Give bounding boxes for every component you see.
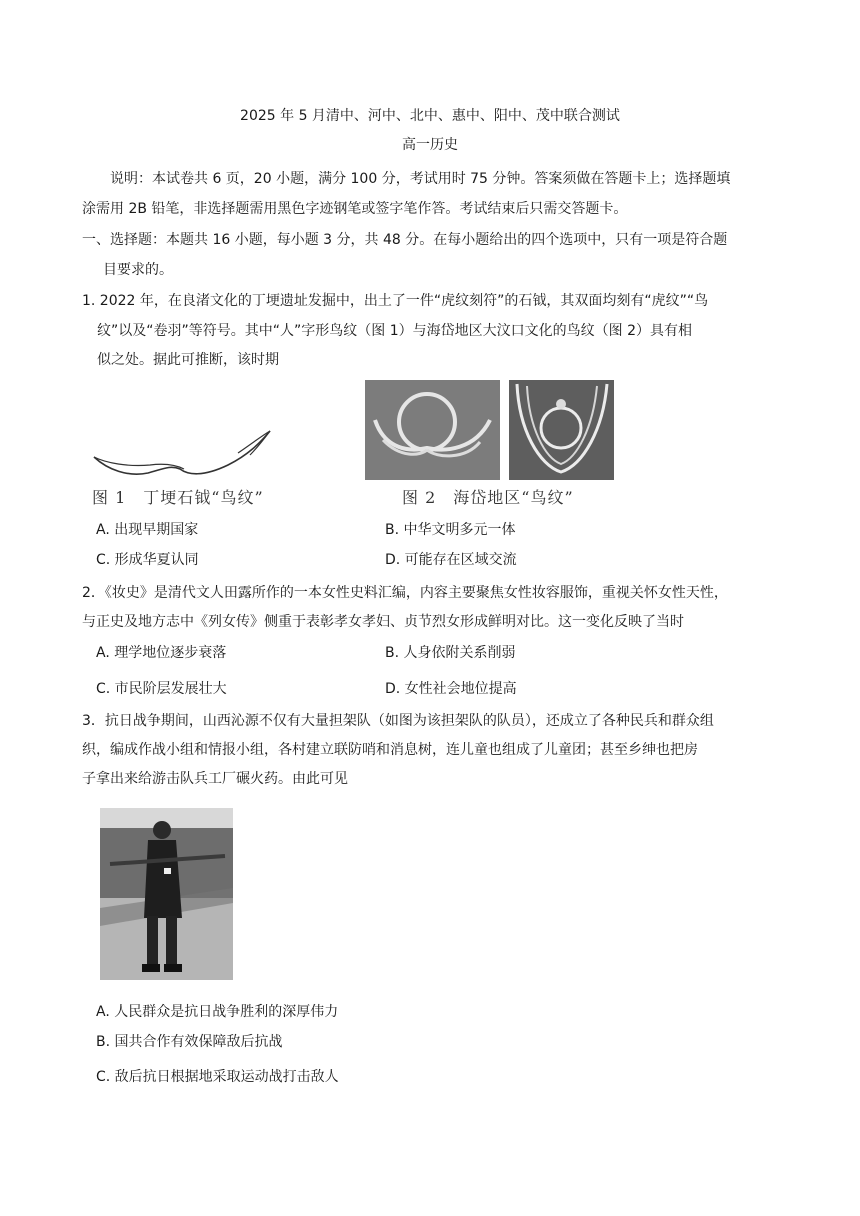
q1-option-b[interactable]: B. 中华文明多元一体 [385, 522, 516, 538]
q1-stem-line-3: 似之处。据此可推断，该时期 [97, 352, 279, 368]
q2-stem-line-1: 2．《妆史》是清代文人田露所作的一本女性史料汇编，内容主要聚焦女性妆容服饰，重视关怀女性天性， [82, 585, 728, 601]
q2-option-d[interactable]: D. 女性社会地位提高 [385, 681, 517, 697]
q3-stem-line-1: 3．抗日战争期间，山西沁源不仅有大量担架队（如图为该担架队的队员），还成立了各种民兵和群众组 [82, 713, 714, 729]
q1-stem-line-1: 1. 2022 年，在良渚文化的丁埂遗址发掘中，出土了一件“虎纹刻符”的石钺，其双面均刻有“虎纹”“鸟 [82, 293, 709, 309]
fig2-caption: 图 2 海岱地区“鸟纹” [402, 488, 574, 507]
q1-option-a[interactable]: A. 出现早期国家 [96, 522, 199, 538]
q1-stem-line-2: 纹”以及“卷羽”等符号。其中“人”字形鸟纹（图 1）与海岱地区大汶口文化的鸟纹（图 2）具有相 [97, 323, 692, 339]
q2-option-b[interactable]: B. 人身依附关系削弱 [385, 645, 516, 661]
exam-subject: 高一历史 [402, 137, 458, 153]
q2-option-c[interactable]: C. 市民阶层发展壮大 [96, 681, 227, 697]
q3-stem-line-2: 织，编成作战小组和情报小组，各村建立联防哨和消息树，连儿童也组成了儿童团；甚至乡绅也把房 [82, 742, 698, 758]
q2-stem-line-2: 与正史及地方志中《列女传》侧重于表彰孝女孝妇、贞节烈女形成鲜明对比。这一变化反映了当时 [82, 614, 684, 630]
q3-stem-line-3: 子拿出来给游击队兵工厂碾火药。由此可见 [82, 771, 348, 787]
section-heading-line-1: 一、选择题：本题共 16 小题，每小题 3 分，共 48 分。在每小题给出的四个选项中，只有一项是符合题 [82, 232, 728, 248]
q3-option-b[interactable]: B. 国共合作有效保障敌后抗战 [96, 1034, 283, 1050]
fig2-rubbing-right-image [509, 380, 614, 480]
instructions-line-2: 涂需用 2B 铅笔，非选择题需用黑色字迹钢笔或签字笔作答。考试结束后只需交答题卡。 [82, 201, 628, 217]
q1-option-d[interactable]: D. 可能存在区域交流 [385, 552, 517, 568]
fig1-caption: 图 1 丁埂石钺“鸟纹” [92, 488, 264, 507]
q3-stretcher-team-photo [100, 808, 233, 980]
q3-option-c[interactable]: C. 敌后抗日根据地采取运动战打击敌人 [96, 1069, 339, 1085]
instructions-line-1: 说明：本试卷共 6 页，20 小题，满分 100 分，考试用时 75 分钟。答案须做在答题卡上；选择题填 [110, 171, 731, 187]
q1-option-c[interactable]: C. 形成华夏认同 [96, 552, 199, 568]
fig1-bird-pattern-image [88, 425, 278, 485]
q2-option-a[interactable]: A. 理学地位逐步衰落 [96, 645, 227, 661]
section-heading-line-2: 目要求的。 [103, 262, 173, 278]
q3-option-a[interactable]: A. 人民群众是抗日战争胜利的深厚伟力 [96, 1004, 339, 1020]
exam-title: 2025 年 5 月清中、河中、北中、惠中、阳中、茂中联合测试 [240, 108, 620, 124]
fig2-rubbing-left-image [365, 380, 500, 480]
